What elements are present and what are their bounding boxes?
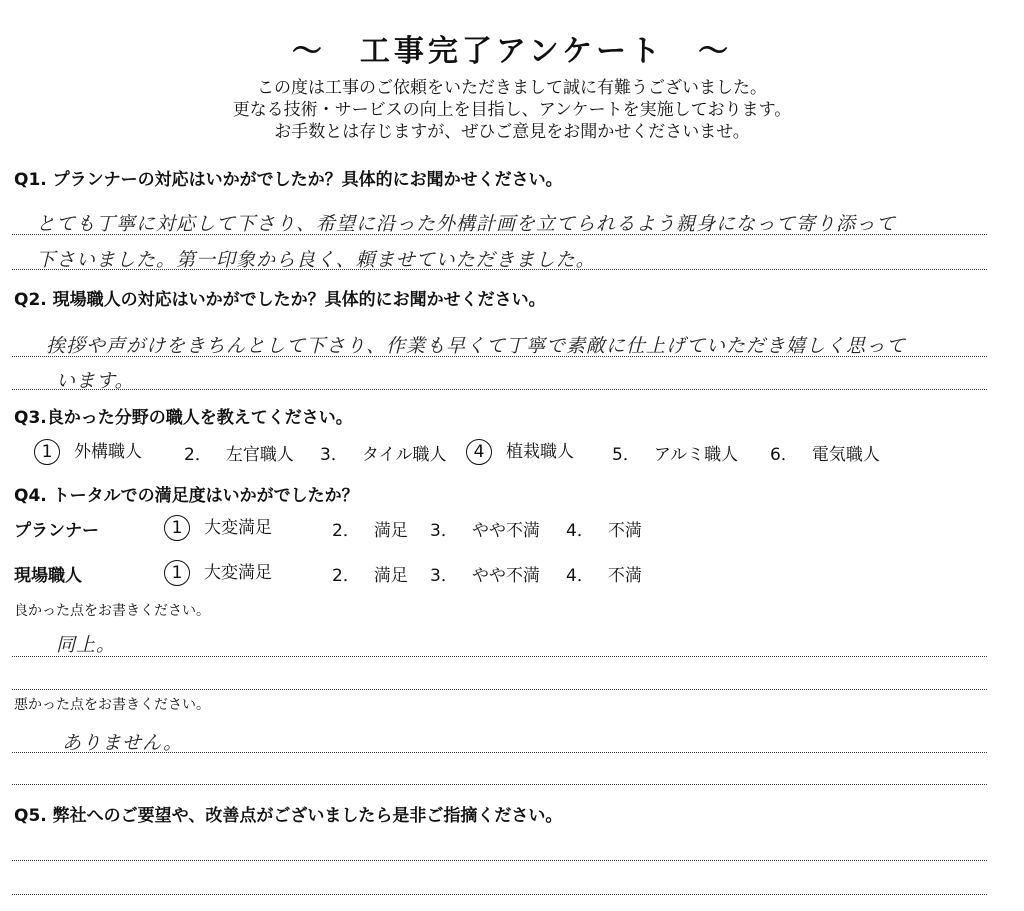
answer-line [12, 784, 987, 785]
intro-line-3: お手数とは存じますが、ぜひご意見をお聞かせくださいませ。 [274, 122, 750, 142]
q1-question: Q1. プランナーの対応はいかがでしたか？具体的にお聞かせください。 [14, 170, 563, 190]
selected-circle-mark: 4 [466, 439, 492, 465]
q4-craftsman-option-4[interactable] [566, 561, 642, 586]
q4-question: Q4. トータルでの満足度はいかがでしたか？ [14, 486, 359, 506]
answer-line [12, 234, 987, 235]
q3-option-5[interactable] [612, 440, 738, 465]
q2-question: Q2. 現場職人の対応はいかがでしたか？具体的にお聞かせください。 [14, 290, 546, 310]
option-number: 6． [770, 445, 798, 465]
survey-title: ～ 工事完了アンケート ～ [291, 34, 733, 69]
q3-option-2[interactable] [184, 440, 294, 465]
q3-question: Q3.良かった分野の職人を教えてください。 [14, 408, 353, 428]
answer-line [12, 656, 987, 657]
q4-row-label-planner: プランナー [14, 521, 99, 541]
option-label: 左官職人 [225, 445, 294, 465]
good-points-prompt: 良かった点をお書きください。 [14, 603, 210, 619]
option-number: 4． [566, 566, 594, 586]
q3-option-6[interactable] [770, 440, 880, 465]
selected-circle-mark: 1 [164, 560, 190, 586]
intro-line-1: この度は工事のご依頼をいただきまして誠に有難うございました。 [257, 78, 767, 98]
option-label: やや不満 [471, 521, 540, 541]
option-label: 外構職人 [74, 442, 142, 462]
option-label: アルミ職人 [653, 445, 739, 465]
good-points-answer[interactable]: 同上。 [56, 634, 117, 656]
answer-line [12, 356, 987, 357]
option-number: 3． [430, 566, 458, 586]
q3-option-1[interactable] [34, 437, 142, 465]
option-number: 2． [332, 566, 360, 586]
option-label: 不満 [607, 566, 642, 586]
option-number: 5． [612, 445, 640, 465]
option-number: 4． [566, 521, 594, 541]
answer-line [12, 752, 987, 753]
q2-answer-line-2[interactable]: います。 [56, 370, 135, 392]
answer-line[interactable] [12, 860, 987, 861]
q1-answer-line-1[interactable]: とても丁寧に対応して下さり、希望に沿った外構計画を立てられるよう親身になって寄り添って [36, 213, 897, 235]
answer-line [12, 689, 987, 690]
answer-line [12, 269, 987, 270]
option-label: やや不満 [471, 566, 540, 586]
q4-craftsman-option-2[interactable] [332, 561, 408, 586]
option-label: 満足 [373, 521, 408, 541]
option-label: 植栽職人 [506, 442, 574, 462]
option-label: 不満 [607, 521, 642, 541]
q4-planner-option-1[interactable] [164, 513, 272, 541]
option-number: 2． [184, 445, 212, 465]
option-number: 3． [320, 445, 348, 465]
q2-answer-line-1[interactable]: 挨拶や声がけをきちんとして下さり、作業も早くて丁寧で素敵に仕上げていただき嬉しく思って [46, 335, 907, 357]
selected-circle-mark: 1 [164, 515, 190, 541]
q4-planner-option-4[interactable] [566, 516, 642, 541]
option-number: 2． [332, 521, 360, 541]
q3-option-4[interactable] [466, 437, 574, 465]
q4-planner-option-2[interactable] [332, 516, 408, 541]
q5-question: Q5. 弊社へのご要望や、改善点がございましたら是非ご指摘ください。 [14, 806, 563, 826]
answer-line [12, 389, 987, 390]
option-label: 大変満足 [204, 518, 272, 538]
q1-answer-line-2[interactable]: 下さいました。第一印象から良く、頼ませていただきました。 [36, 249, 596, 271]
option-label: 電気職人 [811, 445, 880, 465]
bad-points-answer[interactable]: ありません。 [62, 732, 184, 754]
bad-points-prompt: 悪かった点をお書きください。 [14, 697, 210, 713]
q4-planner-option-3[interactable] [430, 516, 540, 541]
option-label: 満足 [373, 566, 408, 586]
option-label: タイル職人 [361, 445, 447, 465]
q4-craftsman-option-1[interactable] [164, 558, 272, 586]
option-label: 大変満足 [204, 563, 272, 583]
q4-craftsman-option-3[interactable] [430, 561, 540, 586]
q4-row-label-craftsman: 現場職人 [14, 566, 82, 586]
answer-line[interactable] [12, 894, 987, 895]
intro-line-2: 更なる技術・サービスの向上を目指し、アンケートを実施しております。 [232, 100, 792, 120]
selected-circle-mark: 1 [34, 439, 60, 465]
option-number: 3． [430, 521, 458, 541]
q3-option-3[interactable] [320, 440, 447, 465]
